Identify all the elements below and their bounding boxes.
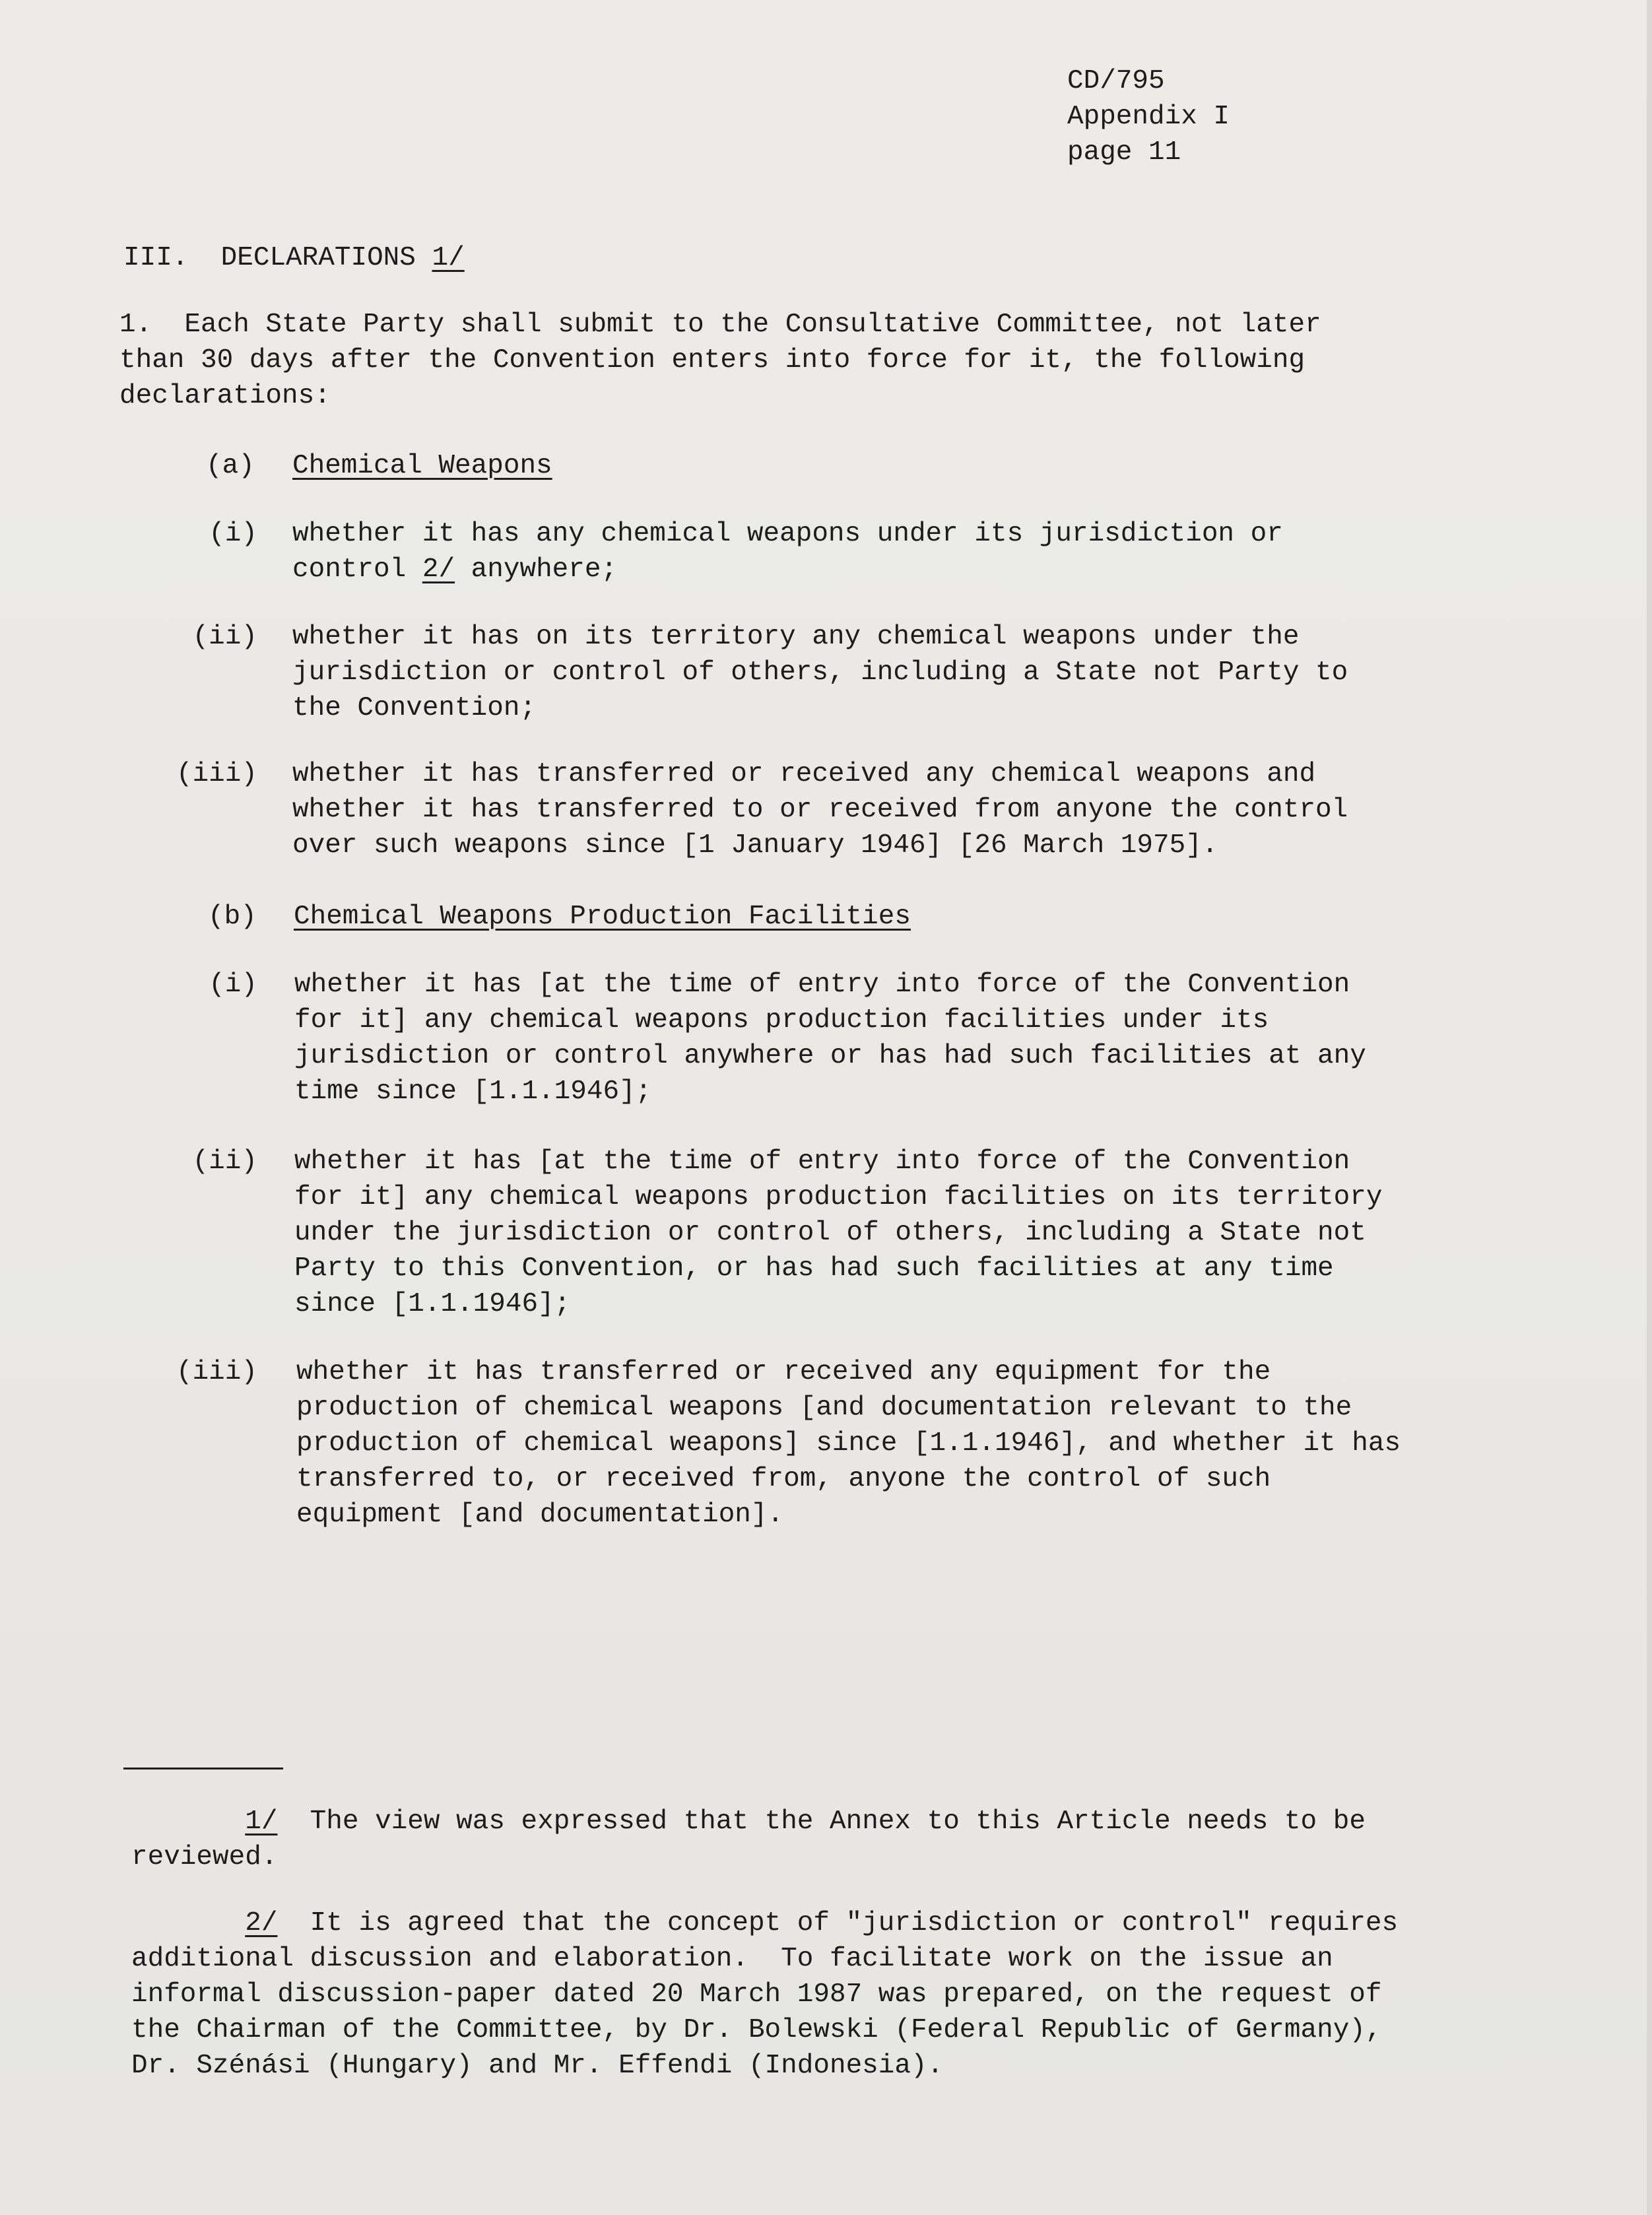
footnote-ref-2: 2/ (422, 554, 455, 585)
item-line: time since [1.1.1946]; (294, 1076, 652, 1107)
footnote-line-text: It is agreed that the concept of "jurisdiction or control" requires (310, 1908, 1399, 1938)
item-line: whether it has [at the time of entry into force of the Convention (294, 1146, 1350, 1177)
intro-line: than 30 days after the Convention enters into force for it, the following (119, 345, 1305, 376)
intro-paragraph (119, 307, 1321, 414)
item-b-ii (294, 1144, 1382, 1322)
section-number: III. (123, 243, 189, 273)
item-line: the Convention; (292, 693, 537, 723)
item-a-ii-label: (ii) (192, 622, 257, 652)
item-line: whether it has any chemical weapons under its jurisdiction or (292, 519, 1283, 549)
footnote-line: additional discussion and elaboration. To facilitate work on the issue an (131, 1944, 1333, 1974)
footnote-separator (123, 1768, 283, 1769)
footnote-2-ref: 2/ (245, 1908, 278, 1938)
subsection-b-label: (b) (208, 902, 257, 932)
document-header (1067, 63, 1230, 170)
item-a-i (292, 516, 1283, 587)
footnote-1 (131, 1804, 1366, 1875)
page-number: page 11 (1067, 137, 1181, 168)
footnote-line-text: The view was expressed that the Annex to this Article needs to be (310, 1806, 1366, 1837)
item-b-i (294, 967, 1366, 1109)
appendix-label: Appendix I (1067, 102, 1230, 132)
footnote-line: the Chairman of the Committee, by Dr. Bolewski (Federal Republic of Germany), (131, 2015, 1382, 2045)
item-line: for it] any chemical weapons production facilities under its (294, 1005, 1269, 1036)
intro-line: declarations: (119, 381, 331, 411)
section-heading (123, 240, 465, 276)
item-line: whether it has transferred to or received from anyone the control (292, 795, 1348, 825)
item-line: since [1.1.1946]; (294, 1289, 571, 1319)
footnote-line (131, 1804, 1366, 1839)
item-line: under the jurisdiction or control of others, including a State not (294, 1218, 1366, 1248)
subsection-b-title: Chemical Weapons Production Facilities (294, 902, 911, 932)
subsection-a-label: (a) (206, 451, 255, 481)
item-a-ii (292, 619, 1348, 726)
item-line: equipment [and documentation]. (296, 1500, 784, 1530)
footnote-line: reviewed. (131, 1842, 278, 1872)
subsection-a-title: Chemical Weapons (292, 451, 552, 481)
section-footnote-ref: 1/ (432, 243, 465, 273)
item-b-iii-label: (iii) (176, 1357, 257, 1387)
item-line: jurisdiction or control of others, including a State not Party to (292, 657, 1348, 688)
item-line: jurisdiction or control anywhere or has had such facilities at any (294, 1041, 1366, 1071)
section-title: DECLARATIONS (220, 243, 416, 273)
item-a-i-label: (i) (209, 519, 257, 549)
item-line: production of chemical weapons [and documentation relevant to the (296, 1393, 1352, 1423)
item-b-ii-label: (ii) (192, 1146, 257, 1177)
item-line: whether it has on its territory any chemical weapons under the (292, 622, 1300, 652)
footnote-line (131, 1905, 1398, 1941)
item-b-i-label: (i) (209, 970, 257, 1000)
footnote-2 (131, 1905, 1398, 2084)
item-line: Party to this Convention, or has had such facilities at any time (294, 1253, 1334, 1284)
item-line: transferred to, or received from, anyone the control of such (296, 1464, 1271, 1494)
item-line: whether it has transferred or received any equipment for the (296, 1357, 1271, 1387)
item-a-iii-label: (iii) (176, 759, 257, 789)
item-line: over such weapons since [1 January 1946] [26 March 1975]. (292, 830, 1218, 861)
item-a-iii (292, 756, 1348, 863)
footnote-line: Dr. Szénási (Hungary) and Mr. Effendi (Indonesia). (131, 2051, 944, 2081)
item-line: control 2/ anywhere; (292, 554, 618, 585)
item-line: whether it has [at the time of entry into force of the Convention (294, 970, 1350, 1000)
intro-line: 1. Each State Party shall submit to the Consultative Committee, not later (119, 310, 1321, 340)
doc-number: CD/795 (1067, 66, 1165, 96)
item-line: whether it has transferred or received any chemical weapons and (292, 759, 1316, 789)
item-line: for it] any chemical weapons production facilities on its territory (294, 1182, 1383, 1212)
footnote-1-ref: 1/ (245, 1806, 278, 1837)
item-b-iii (296, 1354, 1401, 1533)
page-edge-shadow (1647, 0, 1652, 2215)
footnote-line: informal discussion-paper dated 20 March 1987 was prepared, on the request of (131, 1979, 1382, 2010)
item-line: production of chemical weapons] since [1.1.1946], and whether it has (296, 1428, 1401, 1459)
